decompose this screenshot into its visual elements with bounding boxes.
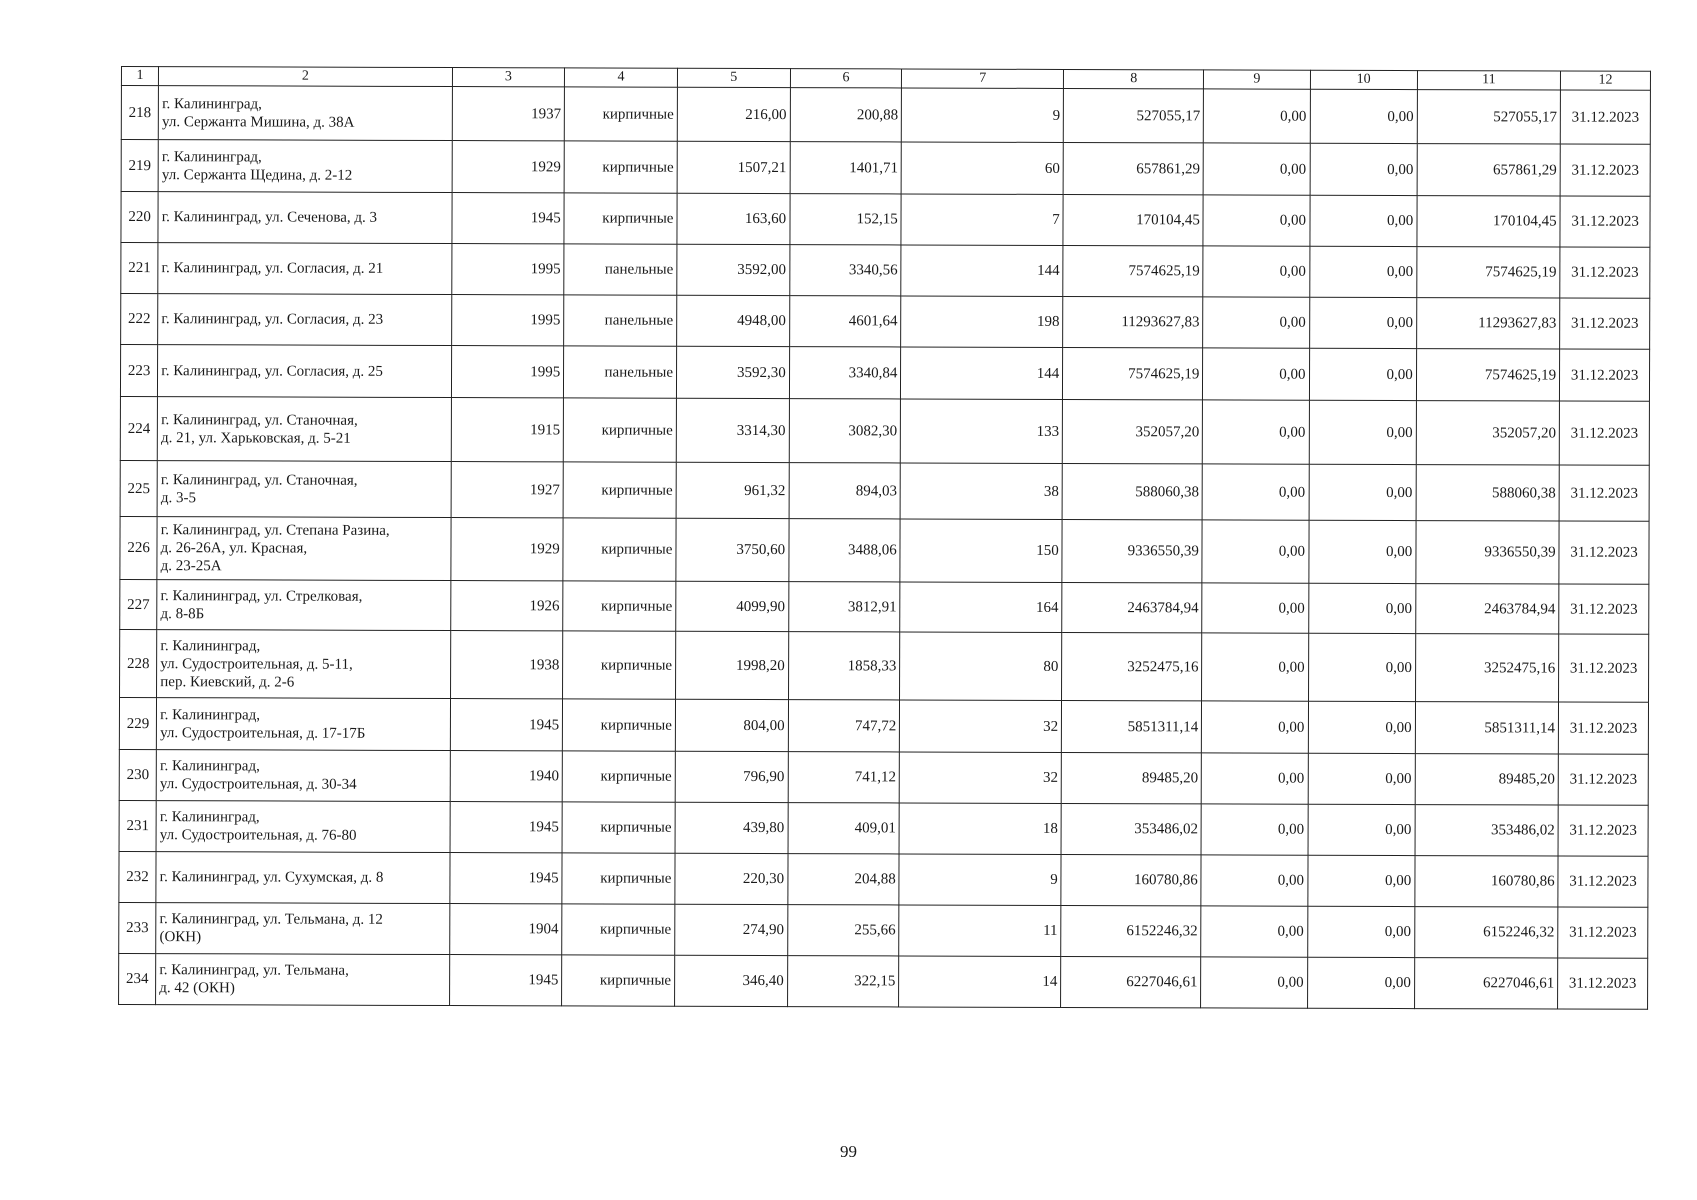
col11-cell: 7574625,19 bbox=[1416, 349, 1560, 401]
col11-cell: 6152246,32 bbox=[1414, 907, 1558, 958]
residents-cell: 60 bbox=[901, 142, 1063, 195]
col9-cell: 0,00 bbox=[1202, 633, 1308, 701]
table-row bbox=[119, 851, 1648, 907]
date-cell: 31.12.2023 bbox=[1559, 521, 1649, 584]
col9-cell: 0,00 bbox=[1203, 297, 1309, 348]
material-cell: панельные bbox=[564, 295, 677, 346]
address-cell: г. Калининград, ул. Судостроительная, д. 5-11, пер. Киевский, д. 2-6 bbox=[157, 630, 451, 699]
cost-total-cell: 2463784,94 bbox=[1062, 582, 1202, 632]
table-row bbox=[119, 697, 1648, 754]
date-cell: 31.12.2023 bbox=[1560, 144, 1650, 196]
col9-cell: 0,00 bbox=[1202, 464, 1308, 520]
col10-cell: 0,00 bbox=[1308, 701, 1415, 753]
col11-cell: 352057,20 bbox=[1416, 401, 1560, 465]
col11-cell: 89485,20 bbox=[1415, 754, 1559, 805]
year-cell: 1929 bbox=[450, 518, 563, 581]
cost-total-cell: 353486,02 bbox=[1061, 803, 1201, 854]
living-area-cell: 204,88 bbox=[788, 854, 900, 905]
total-area-cell: 346,40 bbox=[675, 955, 788, 1006]
col10-cell: 0,00 bbox=[1307, 957, 1414, 1008]
cost-total-cell: 11293627,83 bbox=[1063, 296, 1203, 347]
row-number: 220 bbox=[121, 192, 158, 243]
material-cell: кирпичные bbox=[563, 518, 676, 581]
year-cell: 1926 bbox=[450, 581, 563, 631]
col11-cell: 170104,45 bbox=[1417, 196, 1561, 247]
address-cell: г. Калининград, ул. Тельмана, д. 42 (ОКН) bbox=[156, 954, 449, 1006]
living-area-cell: 200,88 bbox=[790, 88, 902, 142]
row-number: 226 bbox=[120, 516, 157, 579]
residents-cell: 32 bbox=[900, 700, 1062, 753]
col10-cell: 0,00 bbox=[1308, 633, 1415, 701]
col9-cell: 0,00 bbox=[1204, 89, 1310, 143]
column-header: 9 bbox=[1204, 70, 1310, 89]
date-cell: 31.12.2023 bbox=[1560, 349, 1650, 401]
cost-total-cell: 9336550,39 bbox=[1062, 519, 1202, 582]
row-number: 232 bbox=[119, 851, 156, 902]
total-area-cell: 220,30 bbox=[675, 853, 788, 904]
column-header: 11 bbox=[1417, 71, 1560, 90]
material-cell: кирпичные bbox=[563, 398, 676, 462]
column-header: 4 bbox=[565, 68, 678, 87]
col11-cell: 527055,17 bbox=[1417, 90, 1561, 144]
cost-total-cell: 657861,29 bbox=[1063, 142, 1203, 194]
total-area-cell: 961,32 bbox=[676, 462, 789, 518]
living-area-cell: 3812,91 bbox=[788, 582, 900, 632]
year-cell: 1945 bbox=[449, 853, 562, 904]
residents-cell: 38 bbox=[900, 463, 1062, 520]
date-cell: 31.12.2023 bbox=[1558, 702, 1648, 754]
address-cell: г. Калининград, ул. Стрелковая, д. 8-8Б bbox=[157, 580, 450, 631]
total-area-cell: 4948,00 bbox=[677, 295, 790, 346]
cost-total-cell: 170104,45 bbox=[1063, 194, 1203, 245]
year-cell: 1995 bbox=[451, 244, 564, 295]
year-cell: 1927 bbox=[451, 462, 564, 518]
table-body bbox=[119, 67, 1651, 1010]
table-row bbox=[121, 294, 1650, 350]
row-number: 229 bbox=[119, 697, 156, 749]
col9-cell: 0,00 bbox=[1201, 957, 1307, 1008]
col9-cell: 0,00 bbox=[1201, 855, 1307, 906]
date-cell: 31.12.2023 bbox=[1559, 634, 1649, 702]
col10-cell: 0,00 bbox=[1309, 246, 1416, 297]
table-row bbox=[119, 749, 1648, 805]
column-header: 8 bbox=[1064, 69, 1204, 88]
living-area-cell: 152,15 bbox=[790, 194, 902, 245]
address-cell: г. Калининград, ул. Судостроительная, д. 76-80 bbox=[156, 801, 449, 853]
year-cell: 1945 bbox=[450, 802, 563, 853]
residents-cell: 11 bbox=[899, 905, 1061, 957]
residents-cell: 7 bbox=[901, 194, 1063, 246]
material-cell: кирпичные bbox=[563, 699, 676, 751]
column-header: 10 bbox=[1310, 70, 1417, 89]
col9-cell: 0,00 bbox=[1202, 520, 1308, 583]
col9-cell: 0,00 bbox=[1203, 348, 1309, 400]
row-number: 221 bbox=[121, 243, 158, 294]
col11-cell: 11293627,83 bbox=[1416, 298, 1560, 349]
address-cell: г. Калининград, ул. Согласия, д. 25 bbox=[158, 345, 451, 398]
row-number: 227 bbox=[120, 579, 157, 629]
year-cell: 1940 bbox=[450, 751, 563, 802]
material-cell: кирпичные bbox=[562, 904, 675, 955]
address-cell: г. Калининград, ул. Степана Разина, д. 26-26А, ул. Красная, д. 23-25А bbox=[157, 517, 451, 581]
cost-total-cell: 352057,20 bbox=[1063, 399, 1203, 463]
table-row bbox=[120, 629, 1649, 702]
residents-cell: 32 bbox=[899, 752, 1061, 804]
row-number: 230 bbox=[119, 749, 156, 800]
row-number: 234 bbox=[119, 953, 156, 1004]
table-row bbox=[120, 396, 1649, 465]
col11-cell: 6227046,61 bbox=[1414, 958, 1558, 1009]
col11-cell: 353486,02 bbox=[1415, 805, 1559, 856]
row-number: 224 bbox=[120, 396, 157, 460]
col9-cell: 0,00 bbox=[1203, 143, 1309, 195]
material-cell: кирпичные bbox=[562, 853, 675, 904]
date-cell: 31.12.2023 bbox=[1558, 754, 1648, 805]
year-cell: 1938 bbox=[450, 631, 563, 699]
living-area-cell: 322,15 bbox=[787, 956, 899, 1007]
material-cell: кирпичные bbox=[563, 631, 676, 699]
col10-cell: 0,00 bbox=[1309, 464, 1416, 520]
residents-cell: 9 bbox=[902, 88, 1064, 143]
col11-cell: 9336550,39 bbox=[1416, 521, 1560, 584]
residents-cell: 18 bbox=[899, 803, 1061, 855]
date-cell: 31.12.2023 bbox=[1559, 584, 1649, 634]
table-row bbox=[121, 192, 1650, 248]
col9-cell: 0,00 bbox=[1201, 804, 1307, 855]
material-cell: кирпичные bbox=[564, 141, 677, 193]
year-cell: 1945 bbox=[451, 193, 564, 244]
row-number: 219 bbox=[121, 140, 158, 192]
row-number: 223 bbox=[120, 345, 157, 397]
column-header: 1 bbox=[121, 67, 158, 86]
col10-cell: 0,00 bbox=[1308, 804, 1415, 855]
col11-cell: 3252475,16 bbox=[1415, 634, 1559, 702]
living-area-cell: 3488,06 bbox=[789, 519, 901, 582]
address-cell: г. Калининград, ул. Сержанта Мишина, д. 38А bbox=[158, 86, 451, 141]
cost-total-cell: 160780,86 bbox=[1061, 854, 1201, 905]
col11-cell: 160780,86 bbox=[1415, 856, 1559, 907]
col11-cell: 2463784,94 bbox=[1415, 584, 1559, 634]
address-cell: г. Калининград, ул. Сержанта Щедина, д. 2-12 bbox=[158, 140, 451, 193]
col11-cell: 657861,29 bbox=[1417, 144, 1561, 196]
total-area-cell: 216,00 bbox=[677, 87, 790, 141]
housing-registry-table bbox=[118, 66, 1651, 1010]
material-cell: кирпичные bbox=[562, 802, 675, 853]
row-number: 231 bbox=[119, 800, 156, 851]
column-header: 12 bbox=[1561, 71, 1651, 90]
date-cell: 31.12.2023 bbox=[1558, 958, 1648, 1009]
total-area-cell: 1998,20 bbox=[675, 631, 788, 699]
address-cell: г. Калининград, ул. Тельмана, д. 12 (ОКН) bbox=[156, 903, 449, 955]
row-number: 218 bbox=[121, 86, 158, 140]
cost-total-cell: 6152246,32 bbox=[1061, 905, 1201, 956]
total-area-cell: 3592,30 bbox=[676, 346, 789, 398]
cost-total-cell: 3252475,16 bbox=[1062, 632, 1202, 700]
col10-cell: 0,00 bbox=[1310, 143, 1417, 195]
year-cell: 1945 bbox=[449, 955, 562, 1006]
residents-cell: 144 bbox=[901, 245, 1063, 297]
table-row bbox=[121, 243, 1650, 299]
living-area-cell: 3082,30 bbox=[789, 399, 901, 463]
col10-cell: 0,00 bbox=[1308, 753, 1415, 804]
total-area-cell: 804,00 bbox=[675, 699, 788, 751]
row-number: 228 bbox=[120, 629, 157, 697]
year-cell: 1945 bbox=[450, 699, 563, 751]
col10-cell: 0,00 bbox=[1309, 297, 1416, 348]
living-area-cell: 4601,64 bbox=[789, 296, 901, 347]
residents-cell: 133 bbox=[901, 399, 1063, 464]
living-area-cell: 1401,71 bbox=[790, 142, 902, 194]
material-cell: кирпичные bbox=[563, 462, 676, 518]
cost-total-cell: 6227046,61 bbox=[1061, 956, 1201, 1007]
residents-cell: 198 bbox=[901, 296, 1063, 348]
column-header: 6 bbox=[790, 69, 902, 88]
address-cell: г. Калининград, ул. Судостроительная, д. 17-17Б bbox=[157, 698, 450, 751]
column-header: 7 bbox=[902, 69, 1064, 89]
cost-total-cell: 7574625,19 bbox=[1063, 347, 1203, 399]
material-cell: кирпичные bbox=[563, 581, 676, 631]
total-area-cell: 163,60 bbox=[677, 193, 790, 244]
total-area-cell: 274,90 bbox=[675, 904, 788, 955]
address-cell: г. Калининград, ул. Станочная, д. 3-5 bbox=[157, 461, 450, 518]
column-header: 3 bbox=[452, 68, 565, 87]
date-cell: 31.12.2023 bbox=[1560, 247, 1650, 298]
table-row bbox=[121, 140, 1650, 197]
cost-total-cell: 588060,38 bbox=[1062, 463, 1202, 519]
total-area-cell: 4099,90 bbox=[676, 581, 789, 631]
row-number: 222 bbox=[121, 294, 158, 345]
col10-cell: 0,00 bbox=[1307, 855, 1414, 906]
total-area-cell: 3592,00 bbox=[677, 244, 790, 295]
living-area-cell: 255,66 bbox=[787, 905, 899, 956]
table-row bbox=[119, 800, 1648, 856]
residents-cell: 80 bbox=[900, 632, 1062, 701]
material-cell: кирпичные bbox=[562, 955, 675, 1006]
cost-total-cell: 7574625,19 bbox=[1063, 245, 1203, 296]
col9-cell: 0,00 bbox=[1202, 753, 1308, 804]
total-area-cell: 439,80 bbox=[675, 802, 788, 853]
cost-total-cell: 5851311,14 bbox=[1062, 700, 1202, 752]
table-row bbox=[121, 86, 1650, 145]
year-cell: 1904 bbox=[449, 904, 562, 955]
table-row bbox=[120, 579, 1649, 634]
address-cell: г. Калининград, ул. Сеченова, д. 3 bbox=[158, 192, 451, 244]
year-cell: 1995 bbox=[451, 295, 564, 346]
col9-cell: 0,00 bbox=[1202, 701, 1308, 753]
col10-cell: 0,00 bbox=[1309, 195, 1416, 246]
table-row bbox=[120, 460, 1649, 521]
row-number: 225 bbox=[120, 460, 157, 516]
column-header: 2 bbox=[159, 67, 452, 87]
table-row bbox=[120, 345, 1649, 402]
registry-sheet bbox=[118, 66, 1651, 1010]
residents-cell: 144 bbox=[901, 347, 1063, 400]
date-cell: 31.12.2023 bbox=[1558, 805, 1648, 856]
address-cell: г. Калининград, ул. Согласия, д. 21 bbox=[158, 243, 451, 295]
col10-cell: 0,00 bbox=[1307, 906, 1414, 957]
table-row bbox=[119, 902, 1648, 958]
date-cell: 31.12.2023 bbox=[1560, 196, 1650, 247]
total-area-cell: 3750,60 bbox=[676, 518, 789, 581]
date-cell: 31.12.2023 bbox=[1559, 465, 1649, 521]
living-area-cell: 894,03 bbox=[789, 463, 901, 519]
year-cell: 1915 bbox=[451, 398, 564, 462]
table-row bbox=[119, 953, 1648, 1009]
living-area-cell: 3340,56 bbox=[789, 245, 901, 296]
date-cell: 31.12.2023 bbox=[1560, 298, 1650, 349]
year-cell: 1929 bbox=[452, 141, 565, 193]
residents-cell: 150 bbox=[900, 519, 1062, 583]
cost-total-cell: 89485,20 bbox=[1061, 752, 1201, 803]
living-area-cell: 741,12 bbox=[788, 752, 900, 803]
residents-cell: 164 bbox=[900, 582, 1062, 633]
year-cell: 1937 bbox=[452, 87, 565, 141]
year-cell: 1995 bbox=[451, 346, 564, 398]
table-row bbox=[120, 516, 1649, 584]
date-cell: 31.12.2023 bbox=[1558, 856, 1648, 907]
col11-cell: 588060,38 bbox=[1416, 465, 1560, 521]
material-cell: кирпичные bbox=[564, 193, 677, 244]
total-area-cell: 796,90 bbox=[675, 751, 788, 802]
living-area-cell: 409,01 bbox=[788, 803, 900, 854]
date-cell: 31.12.2023 bbox=[1560, 90, 1650, 144]
date-cell: 31.12.2023 bbox=[1558, 907, 1648, 958]
col9-cell: 0,00 bbox=[1203, 400, 1309, 464]
material-cell: панельные bbox=[564, 244, 677, 295]
living-area-cell: 3340,84 bbox=[789, 347, 901, 399]
address-cell: г. Калининград, ул. Станочная, д. 21, ул. Харьковская, д. 5-21 bbox=[157, 397, 451, 462]
col11-cell: 5851311,14 bbox=[1415, 702, 1559, 754]
col9-cell: 0,00 bbox=[1202, 583, 1308, 633]
col10-cell: 0,00 bbox=[1309, 400, 1416, 464]
col10-cell: 0,00 bbox=[1310, 89, 1417, 143]
date-cell: 31.12.2023 bbox=[1559, 401, 1649, 465]
total-area-cell: 1507,21 bbox=[677, 141, 790, 193]
address-cell: г. Калининград, ул. Судостроительная, д. 30-34 bbox=[156, 750, 449, 802]
col10-cell: 0,00 bbox=[1308, 520, 1415, 583]
col11-cell: 7574625,19 bbox=[1417, 247, 1561, 298]
material-cell: панельные bbox=[564, 346, 677, 398]
col10-cell: 0,00 bbox=[1309, 348, 1416, 400]
column-header: 5 bbox=[677, 68, 790, 87]
col10-cell: 0,00 bbox=[1308, 583, 1415, 633]
residents-cell: 9 bbox=[899, 854, 1061, 906]
address-cell: г. Калининград, ул. Согласия, д. 23 bbox=[158, 294, 451, 346]
living-area-cell: 1858,33 bbox=[788, 632, 900, 700]
material-cell: кирпичные bbox=[562, 751, 675, 802]
page-number: 99 bbox=[840, 1142, 857, 1161]
row-number: 233 bbox=[119, 902, 156, 953]
col9-cell: 0,00 bbox=[1203, 195, 1309, 246]
material-cell: кирпичные bbox=[565, 87, 678, 141]
residents-cell: 14 bbox=[899, 956, 1061, 1008]
col9-cell: 0,00 bbox=[1201, 906, 1307, 957]
living-area-cell: 747,72 bbox=[788, 700, 900, 752]
address-cell: г. Калининград, ул. Сухумская, д. 8 bbox=[156, 852, 449, 904]
cost-total-cell: 527055,17 bbox=[1064, 88, 1204, 142]
col9-cell: 0,00 bbox=[1203, 246, 1309, 297]
total-area-cell: 3314,30 bbox=[676, 398, 789, 462]
